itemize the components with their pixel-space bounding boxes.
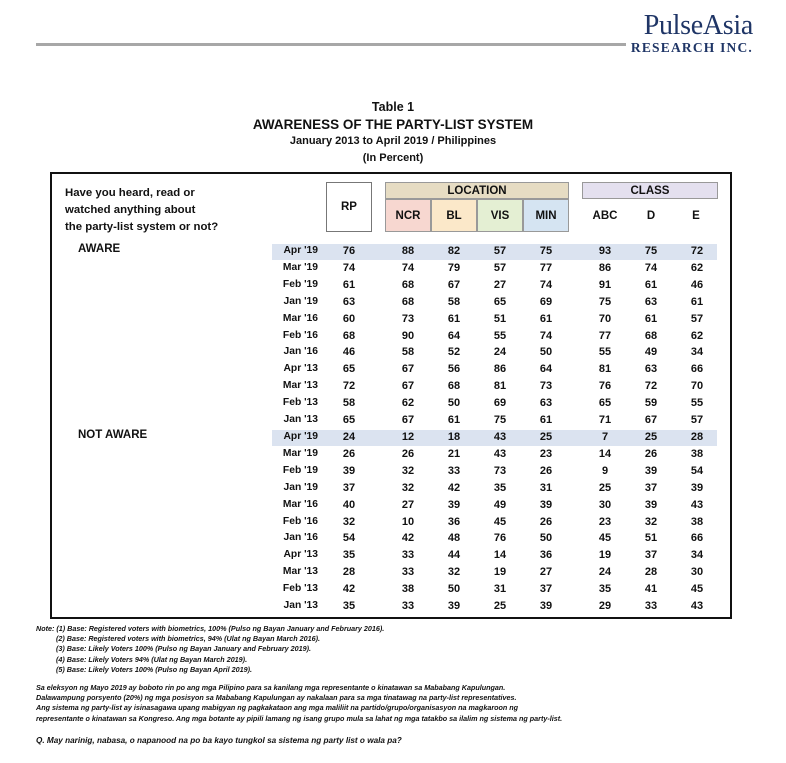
table-cell: 57 — [493, 245, 507, 257]
table-cell: 28 — [342, 566, 356, 579]
row-date: Apr '19 — [283, 431, 318, 442]
table-cell: 70 — [598, 312, 612, 325]
table-cell: 32 — [644, 515, 658, 528]
table-cell: 55 — [598, 346, 612, 359]
table-cell: 32 — [447, 566, 461, 579]
col-header-min: MIN — [523, 199, 569, 232]
location-header: LOCATION — [385, 182, 569, 199]
table-cell: 72 — [342, 380, 356, 393]
table-cell: 35 — [342, 549, 356, 562]
table-cell: 14 — [598, 447, 612, 460]
table-cell: 68 — [644, 329, 658, 342]
table-cell: 39 — [690, 481, 704, 494]
table-cell: 65 — [342, 363, 356, 376]
table-cell: 33 — [447, 464, 461, 477]
table-cell: 26 — [539, 464, 553, 477]
col-header-ncr: NCR — [385, 199, 431, 232]
table-cell: 32 — [401, 464, 415, 477]
row-date: Jan '19 — [283, 481, 318, 493]
survey-question — [65, 185, 265, 236]
table-title: AWARENESS OF THE PARTY-LIST SYSTEM — [252, 117, 534, 132]
table-cell: 21 — [447, 447, 461, 460]
table-cell: 54 — [342, 532, 356, 545]
table-cell: 12 — [401, 431, 415, 443]
table-cell: 37 — [539, 583, 553, 596]
table-number: Table 1 — [371, 100, 415, 114]
table-cell: 61 — [447, 414, 461, 426]
table-cell: 54 — [690, 464, 704, 477]
note-line: (2) Base: Registered voters with biometrics, 94% (Ulat ng Bayan March 2016). — [56, 634, 321, 644]
table-cell: 71 — [598, 414, 612, 426]
table-cell: 58 — [401, 346, 415, 359]
row-date: Mar '16 — [282, 312, 318, 324]
table-cell: 61 — [342, 278, 356, 291]
group-label-aware: AWARE — [78, 243, 121, 255]
table-cell: 73 — [401, 312, 415, 325]
table-cell: 77 — [539, 261, 553, 274]
row-date: Feb '13 — [282, 397, 318, 409]
table-cell: 46 — [690, 278, 704, 291]
table-cell: 40 — [342, 498, 356, 511]
col-header-d: D — [628, 199, 674, 232]
rp-header: RP — [326, 182, 372, 232]
table-cell: 37 — [342, 481, 356, 494]
table-cell: 75 — [598, 295, 612, 308]
table-cell: 32 — [342, 515, 356, 528]
table-cell: 49 — [644, 346, 658, 359]
row-date: Feb '16 — [282, 329, 318, 341]
table-subtitle: January 2013 to April 2019 / Philippines — [289, 135, 497, 147]
table-cell: 18 — [447, 431, 461, 443]
table-cell: 39 — [447, 498, 461, 511]
row-date: Apr '13 — [283, 549, 318, 561]
table-cell: 43 — [493, 431, 507, 443]
table-cell: 65 — [493, 295, 507, 308]
table-cell: 50 — [539, 532, 553, 545]
table-cell: 69 — [493, 397, 507, 410]
table-cell: 55 — [690, 397, 704, 410]
table-cell: 24 — [493, 346, 507, 359]
table-cell: 14 — [493, 549, 507, 562]
table-cell: 72 — [644, 380, 658, 393]
table-cell: 52 — [447, 346, 461, 359]
table-cell: 25 — [493, 600, 507, 612]
table-cell: 34 — [690, 346, 704, 359]
row-date: Feb '16 — [282, 515, 318, 527]
brand-name: PulseAsia — [643, 10, 753, 41]
table-cell: 61 — [690, 295, 704, 308]
table-cell: 41 — [644, 583, 658, 596]
table-cell: 7 — [601, 431, 609, 443]
table-cell: 43 — [690, 600, 704, 612]
table-cell: 76 — [493, 532, 507, 545]
table-cell: 31 — [539, 481, 553, 494]
table-cell: 38 — [401, 583, 415, 596]
table-cell: 33 — [644, 600, 658, 612]
table-cell: 30 — [690, 566, 704, 579]
table-cell: 66 — [690, 363, 704, 376]
table-cell: 49 — [493, 498, 507, 511]
table-cell: 68 — [401, 278, 415, 291]
table-cell: 34 — [690, 549, 704, 562]
table-cell: 67 — [401, 380, 415, 393]
table-cell: 82 — [447, 245, 461, 257]
table-cell: 69 — [539, 295, 553, 308]
table-cell: 27 — [539, 566, 553, 579]
table-cell: 73 — [539, 380, 553, 393]
table-cell: 75 — [539, 245, 553, 257]
table-cell: 26 — [342, 447, 356, 460]
row-date: Mar '16 — [282, 498, 318, 510]
table-cell: 25 — [598, 481, 612, 494]
table-cell: 79 — [447, 261, 461, 274]
table-cell: 27 — [401, 498, 415, 511]
table-cell: 75 — [644, 245, 658, 257]
table-cell: 50 — [447, 397, 461, 410]
table-cell: 43 — [493, 447, 507, 460]
row-date: Feb '19 — [282, 464, 318, 476]
table-cell: 28 — [644, 566, 658, 579]
row-date: Jan '13 — [283, 414, 318, 425]
table-cell: 81 — [493, 380, 507, 393]
table-cell: 91 — [598, 278, 612, 291]
table-cell: 24 — [598, 566, 612, 579]
table-cell: 64 — [447, 329, 461, 342]
table-cell: 36 — [447, 515, 461, 528]
table-unit: (In Percent) — [362, 152, 424, 164]
table-cell: 31 — [493, 583, 507, 596]
col-header-abc: ABC — [582, 199, 628, 232]
table-cell: 60 — [342, 312, 356, 325]
table-cell: 25 — [644, 431, 658, 443]
table-cell: 26 — [644, 447, 658, 460]
row-date: Feb '13 — [282, 583, 318, 595]
table-cell: 39 — [644, 464, 658, 477]
row-date: Apr '19 — [283, 245, 318, 256]
table-cell: 26 — [539, 515, 553, 528]
table-cell: 59 — [644, 397, 658, 410]
table-cell: 35 — [493, 481, 507, 494]
table-cell: 58 — [342, 397, 356, 410]
table-cell: 51 — [644, 532, 658, 545]
row-date: Mar '19 — [282, 447, 318, 459]
table-cell: 39 — [447, 600, 461, 612]
table-cell: 75 — [493, 414, 507, 426]
table-cell: 33 — [401, 600, 415, 612]
table-cell: 61 — [644, 312, 658, 325]
table-cell: 39 — [644, 498, 658, 511]
table-cell: 55 — [493, 329, 507, 342]
table-cell: 61 — [447, 312, 461, 325]
table-cell: 93 — [598, 245, 612, 257]
table-cell: 61 — [539, 414, 553, 426]
table-cell: 26 — [401, 447, 415, 460]
table-cell: 10 — [401, 515, 415, 528]
table-cell: 70 — [690, 380, 704, 393]
table-cell: 65 — [342, 414, 356, 426]
table-cell: 50 — [539, 346, 553, 359]
paragraph-line: Dalawampung porsyento (20%) ng mga posisyon sa Mababang Kapulungan ay nakalaan para sa mga tinatawag na party-list representatives. — [36, 693, 517, 703]
brand-subtitle: RESEARCH INC. — [630, 40, 753, 55]
table-cell: 63 — [342, 295, 356, 308]
table-cell: 39 — [342, 464, 356, 477]
table-cell: 23 — [539, 447, 553, 460]
table-cell: 43 — [690, 498, 704, 511]
question-footer: Q. May narinig, nabasa, o napanood na po ba kayo tungkol sa sistema ng party list o wala pa? — [36, 736, 402, 745]
row-date: Feb '19 — [282, 278, 318, 290]
table-cell: 38 — [690, 447, 704, 460]
row-date: Jan '19 — [283, 295, 318, 307]
table-cell: 76 — [598, 380, 612, 393]
table-cell: 64 — [539, 363, 553, 376]
table-cell: 37 — [644, 549, 658, 562]
table-cell: 35 — [598, 583, 612, 596]
table-cell: 24 — [342, 431, 356, 443]
table-cell: 39 — [539, 498, 553, 511]
table-cell: 62 — [690, 329, 704, 342]
table-cell: 66 — [690, 532, 704, 545]
header-rule — [36, 43, 626, 46]
table-cell: 25 — [539, 431, 553, 443]
table-cell: 63 — [644, 295, 658, 308]
table-cell: 74 — [644, 261, 658, 274]
table-cell: 32 — [401, 481, 415, 494]
table-cell: 39 — [539, 600, 553, 612]
table-cell: 44 — [447, 549, 461, 562]
row-date: Mar '19 — [282, 261, 318, 273]
table-cell: 68 — [447, 380, 461, 393]
note-line: (4) Base: Likely Voters 94% (Ulat ng Bayan March 2019). — [56, 654, 248, 664]
table-cell: 81 — [598, 363, 612, 376]
table-cell: 63 — [539, 397, 553, 410]
brand-logo — [631, 12, 753, 55]
col-header-vis: VIS — [477, 199, 523, 232]
table-cell: 28 — [690, 431, 704, 443]
table-cell: 90 — [401, 329, 415, 342]
row-date: Jan '13 — [283, 600, 318, 611]
table-cell: 67 — [401, 363, 415, 376]
paragraph-line: Ang sistema ng party-list ay isinasagawa upang mabigyan ng pagkakataon ang mga maliliit na partido/grupo/organisasyon na magkaroon ng — [36, 703, 519, 713]
table-cell: 58 — [447, 295, 461, 308]
table-cell: 50 — [447, 583, 461, 596]
table-cell: 63 — [644, 363, 658, 376]
row-date: Apr '13 — [283, 363, 318, 375]
note-line: (5) Base: Likely Voters 100% (Pulso ng Bayan April 2019). — [56, 664, 252, 674]
table-cell: 29 — [598, 600, 612, 612]
table-cell: 62 — [401, 397, 415, 410]
table-cell: 73 — [493, 464, 507, 477]
table-cell: 86 — [493, 363, 507, 376]
note-line: (3) Base: Likely Voters 100% (Pulso ng Bayan January and February 2019). — [56, 644, 311, 654]
class-header: CLASS — [582, 182, 718, 199]
table-cell: 86 — [598, 261, 612, 274]
table-cell: 62 — [690, 261, 704, 274]
table-cell: 42 — [342, 583, 356, 596]
table-cell: 61 — [539, 312, 553, 325]
row-date: Jan '16 — [283, 346, 318, 358]
table-cell: 51 — [493, 312, 507, 325]
table-cell: 42 — [447, 481, 461, 494]
table-cell: 57 — [493, 261, 507, 274]
table-cell: 33 — [401, 549, 415, 562]
table-cell: 38 — [690, 515, 704, 528]
table-cell: 74 — [539, 329, 553, 342]
table-cell: 74 — [342, 261, 356, 274]
table-cell: 57 — [690, 312, 704, 325]
table-cell: 42 — [401, 532, 415, 545]
table-cell: 27 — [493, 278, 507, 291]
paragraph-line: representante o kinatawan sa Kongreso. Ang mga botante ay pipili lamang ng isang grupo mula sa lahat ng mga tatakbo sa ilalim ng sistema ng party-list. — [36, 713, 563, 723]
table-cell: 74 — [539, 278, 553, 291]
question-line: the party-list system or not? — [65, 221, 219, 233]
table-cell: 33 — [401, 566, 415, 579]
table-cell: 46 — [342, 346, 356, 359]
table-cell: 61 — [644, 278, 658, 291]
question-line: watched anything about — [65, 204, 196, 216]
table-cell: 9 — [601, 464, 609, 477]
context-paragraph — [36, 683, 756, 724]
table-cell: 88 — [401, 245, 415, 257]
group-label-not-aware: NOT AWARE — [78, 429, 148, 441]
question-line: Have you heard, read or — [65, 187, 195, 199]
table-cell: 67 — [644, 414, 658, 426]
row-date: Mar '13 — [282, 566, 318, 578]
table-cell: 67 — [447, 278, 461, 291]
table-cell: 37 — [644, 481, 658, 494]
paragraph-line: Sa eleksyon ng Mayo 2019 ay boboto rin po ang mga Pilipino para sa kanilang mga representante o kinatawan sa Mababang Kapulungan. — [36, 683, 506, 692]
table-cell: 67 — [401, 414, 415, 426]
row-date: Jan '16 — [283, 532, 318, 544]
table-cell: 30 — [598, 498, 612, 511]
table-cell: 68 — [342, 329, 356, 342]
table-cell: 56 — [447, 363, 461, 376]
table-cell: 48 — [447, 532, 461, 545]
table-cell: 23 — [598, 515, 612, 528]
col-header-e: E — [674, 199, 718, 232]
table-cell: 74 — [401, 261, 415, 274]
table-cell: 45 — [493, 515, 507, 528]
table-cell: 45 — [598, 532, 612, 545]
table-cell: 19 — [598, 549, 612, 562]
table-cell: 72 — [690, 245, 704, 257]
table-cell: 76 — [342, 245, 356, 257]
table-cell: 57 — [690, 414, 704, 426]
notes — [36, 624, 384, 675]
table-cell: 36 — [539, 549, 553, 562]
table-cell: 45 — [690, 583, 704, 596]
note-line: Note: (1) Base: Registered voters with biometrics, 100% (Pulso ng Bayan January and February 2016). — [36, 624, 385, 633]
table-cell: 19 — [493, 566, 507, 579]
col-header-bl: BL — [431, 199, 477, 232]
table-cell: 35 — [342, 600, 356, 612]
row-date: Mar '13 — [282, 380, 318, 392]
table-cell: 77 — [598, 329, 612, 342]
table-cell: 65 — [598, 397, 612, 410]
table-cell: 68 — [401, 295, 415, 308]
